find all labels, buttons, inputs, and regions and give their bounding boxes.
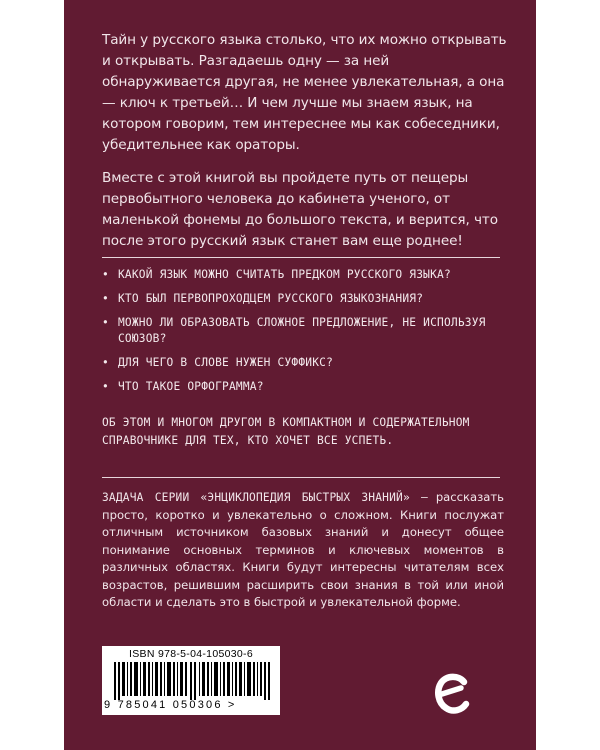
divider-bottom (102, 477, 500, 478)
eksmo-logo-icon (434, 672, 470, 716)
isbn-barcode (102, 646, 280, 715)
barcode-digits: 9 785041 050306 > (104, 699, 237, 711)
question-item (102, 379, 502, 395)
question-item (102, 315, 502, 347)
question-text: МОЖНО ЛИ ОБРАЗОВАТЬ СЛОЖНОЕ ПРЕДЛОЖЕНИЕ, НЕ ИСПОЛЬЗУЯ СОЮЗОВ? (118, 316, 486, 345)
bullet-icon: • (102, 316, 109, 329)
divider-top (102, 257, 500, 258)
series-lead: ЗАДАЧА СЕРИИ «ЭНЦИКЛОПЕДИЯ БЫСТРЫХ ЗНАНИЙ» — (102, 491, 428, 504)
questions-list (102, 267, 502, 403)
question-item (102, 355, 502, 371)
bullet-icon: • (102, 380, 109, 393)
question-text: КТО БЫЛ ПЕРВОПРОХОДЦЕМ РУССКОГО ЯЗЫКОЗНАНИЯ? (118, 292, 424, 305)
question-text: ЧТО ТАКОЕ ОРФОГРАММА? (118, 380, 264, 393)
intro-paragraph-2: Вместе с этой книгой вы пройдете путь от пещеры первобытного человека до кабинета ученого, от маленькой фонемы до большого текста, и верится, что после этого русский язык станет вам еще роднее! (102, 170, 498, 249)
barcode-bars (114, 662, 270, 700)
intro-text (102, 30, 507, 264)
summary-text: ОБ ЭТОМ И МНОГОМ ДРУГОМ В КОМПАКТНОМ И СОДЕРЖАТЕЛЬНОМ СПРАВОЧНИКЕ ДЛЯ ТЕХ, КТО ХОЧЕТ ВСЕ УСПЕТЬ. (102, 416, 470, 447)
question-item (102, 267, 502, 283)
series-description (102, 489, 504, 612)
question-text: ДЛЯ ЧЕГО В СЛОВЕ НУЖЕН СУФФИКС? (118, 356, 333, 369)
book-back-cover (64, 0, 536, 750)
bullet-icon: • (102, 356, 109, 369)
question-text: КАКОЙ ЯЗЫК МОЖНО СЧИТАТЬ ПРЕДКОМ РУССКОГО ЯЗЫКА? (118, 268, 451, 281)
bullet-icon: • (102, 268, 109, 281)
series-body: рассказать просто, коротко и увлекательно о сложном. Книги послужат отличным источником базовых знаний и донесут общее понимание основных терминов и ключевых моментов в различных областях. Книги будут интересны читателям всех возрастов, решившим расширить свои знания в той или иной области и сделать это в быстрой и увлекательной форме. (102, 490, 504, 609)
question-item (102, 291, 502, 307)
intro-paragraph-1: Тайн у русского языка столько, что их можно открывать и открывать. Разгадаешь одну — за ней обнаруживается другая, не менее увлекательная, а она — ключ к третьей… И чем лучше мы знаем язык, на котором говорим, тем интереснее мы как собеседники, убедительнее как ораторы. (102, 32, 507, 153)
isbn-number: ISBN 978-5-04-105030-6 (129, 648, 253, 660)
bullet-icon: • (102, 292, 109, 305)
